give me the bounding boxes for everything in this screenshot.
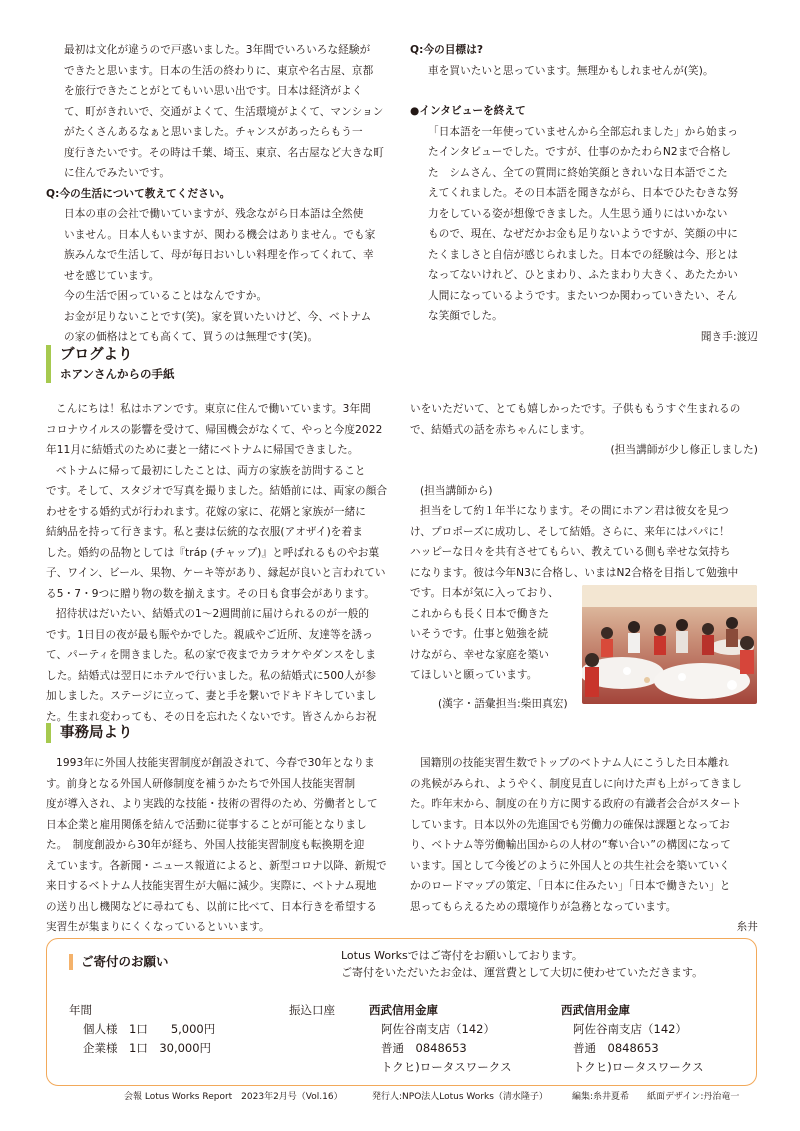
bank-account-number: 普通 0848653 xyxy=(381,1041,467,1055)
text-line: お金が足りないことです(笑)。家を買いたいけど、今、ベトナム xyxy=(64,310,372,323)
text-line: いをいただいて、とても嬉しかったです。子供ももうすぐ生まれるの xyxy=(410,403,741,415)
bank-account-2 xyxy=(561,1001,704,1077)
office-text-right xyxy=(410,753,758,917)
donation-message-line: ご寄付をいただいたお金は、運営費として大切に使わせていただきます。 xyxy=(341,966,704,979)
interview-intro xyxy=(46,40,398,184)
text-line: です。そして、スタジオで写真を撮りました。結婚前には、両家の顔合 xyxy=(46,485,388,497)
blog-section-heading xyxy=(46,345,175,383)
donation-message xyxy=(341,947,703,981)
text-line: がたくさんあるなぁと思いました。チャンスがあったらもう一 xyxy=(64,126,363,138)
text-line: 結納品を持って行きます。私と妻は伝統的な衣服(アオザイ)を着ま xyxy=(46,526,363,538)
donation-message-line: Lotus Worksではご寄付をお願いしております。 xyxy=(341,949,583,962)
kanji-credit: (漢字・語彙担当:柴田真宏) xyxy=(438,697,568,710)
blog-letter-text xyxy=(46,399,398,727)
text-line: せを感じています。 xyxy=(64,269,160,282)
text-line: に住んでみたいです。 xyxy=(64,167,171,179)
answer-goal: 車を買いたいと思っています。無理かもしれませんが(笑)。 xyxy=(428,64,714,77)
text-line: えてくれました。その日本語を聞きながら、日本でひたむきな努 xyxy=(428,187,739,199)
corporate-fee: 企業様 1口 30,000円 xyxy=(83,1041,212,1055)
question-troubles: 今の生活で困っていることはなんですか。 xyxy=(64,290,268,302)
text-line: こんにちは！私はホアンです。東京に住んで働いています。3年間 xyxy=(56,403,371,415)
text-line: です。日本が気に入っており、 xyxy=(410,587,559,599)
question-goal: Q:今の目標は? xyxy=(410,44,484,56)
blog-title: ブログより xyxy=(60,347,133,363)
text-line: 来日するベトナム人技能実習生が大幅に減少。実際に、ベトナム現地 xyxy=(46,880,377,892)
text-line: てほしいと願っています。 xyxy=(410,669,538,681)
text-line: たインタビューでした。ですが、仕事のかたわらN2まで合格し xyxy=(428,146,732,158)
blog-left-column xyxy=(46,399,398,727)
blog-correction-note: (担当講師が少し修正しました) xyxy=(610,444,758,456)
bank-account-1 xyxy=(369,1001,512,1077)
text-line: 子、ワイン、ビール、果物、ケーキ等があり、縁起が良いと言われてい xyxy=(46,567,386,579)
bank-account-number: 普通 0848653 xyxy=(573,1041,659,1055)
text-line: 加しました。ステージに立って、妻と手を繋いでドキドキしていまし xyxy=(46,690,377,702)
text-line: います。国として今後どのように外国人との共生社会を築いていく xyxy=(410,859,730,872)
text-line: る5・7・9つに贈り物の数を揃えます。その日も食事会があります。 xyxy=(46,587,375,600)
text-line: できたと思います。日本の生活の終わりに、東京や名古屋、京都 xyxy=(64,64,374,77)
text-line: の送り出し機関などに尋ねても、以前に比べて、日本行きを希望する xyxy=(46,900,378,913)
text-line: 度行きたいです。その時は千葉、埼玉、東京、名古屋など大きな町 xyxy=(64,146,384,159)
footer-design: 紙面デザイン:丹治竜一 xyxy=(647,1092,740,1102)
office-text-left xyxy=(46,753,398,938)
text-line: した。結婚式は翌日にホテルで行いました。私の結婚式に500人が参 xyxy=(46,669,377,682)
text-line: た シムさん、全ての質問に終始笑顔ときれいな日本語でこた xyxy=(428,166,728,179)
text-line: 担当をして約１年半になります。その間にホアン君は彼女を見つ xyxy=(420,505,729,517)
office-title: 事務局より xyxy=(60,725,133,741)
bank-name: 西武信用金庫 xyxy=(369,1003,438,1017)
donation-fees xyxy=(69,1001,215,1058)
text-line: て、町がきれいで、交通がよくて、生活環境がよくて、マンション xyxy=(64,105,384,118)
wedding-party-photo xyxy=(582,585,757,704)
office-author: 糸井 xyxy=(736,921,758,933)
annual-label: 年間 xyxy=(69,1003,92,1017)
text-line: た。昨年末から、制度の在り方に関する政府の有識者会合がスタート xyxy=(410,798,742,810)
blog-letter-continued xyxy=(410,399,758,440)
donation-title: ご寄付のお願い xyxy=(69,954,169,970)
footer-publisher: 発行人:NPO法人Lotus Works（清水隆子） xyxy=(372,1092,548,1102)
text-line: で、結婚式の話を赤ちゃんにします。 xyxy=(410,423,591,436)
office-right-column xyxy=(410,753,758,938)
text-line: 族みんなで生活して、母が毎日おいしい料理を作ってくれて、幸 xyxy=(64,249,374,261)
text-line: 年11月に結婚式のために妻と一緒にベトナムに帰国できました。 xyxy=(46,444,359,456)
text-line: り、ベトナム等労働輸出国からの人材の“奪い合い”の構図になって xyxy=(410,839,731,851)
text-line: け、プロポーズに成功し、そして結婚。さらに、来年にはパパに！ xyxy=(410,525,730,538)
individual-fee: 個人様 1口 5,000円 xyxy=(83,1022,216,1036)
text-line: かのロードマップの策定、「日本に住みたい」「日本で働きたい」と xyxy=(410,880,731,892)
text-line: これからも長く日本で働きた xyxy=(410,607,550,620)
bank-branch: 阿佐谷南支店（142） xyxy=(573,1022,687,1036)
text-line: な笑顔でした。 xyxy=(428,310,503,322)
donation-box xyxy=(46,938,757,1086)
account-label: 振込口座 xyxy=(289,1003,335,1017)
interview-right-column xyxy=(410,40,758,347)
text-line: なってないけれど、ひとまわり、ふたまわり大きく、あたたかい xyxy=(428,269,738,281)
text-line: コロナウイルスの影響を受けて、帰国機会がなくて、やっと今度2022 xyxy=(46,423,383,436)
text-line: ベトナムに帰って最初にしたことは、両方の家族を訪問すること xyxy=(56,464,366,477)
text-line: しています。日本以外の先進国でも労働力の確保は課題となってお xyxy=(410,818,730,831)
interview-left-column xyxy=(46,40,398,348)
question-current-life: Q:今の生活について教えてください。 xyxy=(46,187,231,200)
office-section-heading xyxy=(46,723,133,743)
answer-troubles xyxy=(46,307,398,348)
text-line: けながら、幸せな家庭を築い xyxy=(410,648,550,661)
text-line: ハッピーな日々を共有させてもらい、教えている側も幸せな気持ち xyxy=(410,546,731,558)
text-line: 1993年に外国人技能実習制度が創設されて、今春で30年となりま xyxy=(56,757,375,769)
text-line: たくましさと自信が感じられました。日本での経験は今、形とは xyxy=(428,248,739,261)
text-line: した。婚約の品物としては『tráp (チャップ)』と呼ばれるものやお菓 xyxy=(46,546,380,559)
text-line: た。 制度創設から30年が経ち、外国人技能実習制度も転換期を迎 xyxy=(46,839,365,851)
text-line: の兆候がみられ、ようやく、制度見直しに向けた声も上がってきまし xyxy=(410,777,742,790)
footer-report: 会報 Lotus Works Report 2023年2月号（Vol.16） xyxy=(124,1092,343,1102)
bank-branch: 阿佐谷南支店（142） xyxy=(381,1022,495,1036)
text-line: です。1日目の夜が最も賑やかでした。親戚やご近所、友達等を誘っ xyxy=(46,628,373,641)
text-line: わせをする婚約式が行われます。花嫁の家に、花婿と家族が一緒に xyxy=(46,505,366,518)
text-line: を旅行できたことがとてもいい思い出です。日本は経済がよく xyxy=(64,85,363,97)
text-line: になります。彼は今年N3に合格し、いまはN2合格を目指して勉強中 xyxy=(410,566,739,579)
interview-finish-text xyxy=(410,122,758,327)
interviewer-credit: 聞き手:渡辺 xyxy=(700,330,758,343)
text-line: えています。各新聞・ニュース報道によると、新型コロナ以降、新規で xyxy=(46,859,387,872)
bank-account-holder: トクヒ)ロータスワークス xyxy=(573,1060,704,1074)
text-line: 力をしている姿が想像できました。人生思う通りにはいかない xyxy=(428,207,728,220)
text-line: 最初は文化が違うので戸惑いました。3年間でいろいろな経験が xyxy=(64,44,371,56)
text-line: 招待状はだいたい、結婚式の1～2週間前に届けられるのが一般的 xyxy=(56,608,370,620)
text-line: 実習生が集まりにくくなっているといいます。 xyxy=(46,921,270,933)
text-line: て、パーティを開きました。私の家で夜までカラオケやダンスをしま xyxy=(46,649,377,661)
bank-account-holder: トクヒ)ロータスワークス xyxy=(381,1060,512,1074)
bank-name: 西武信用金庫 xyxy=(561,1003,630,1017)
text-line: いません。日本人もいますが、関わる機会はありません。でも家 xyxy=(64,228,376,241)
text-line: の家の価格はとても高くて、買うのは無理です(笑)。 xyxy=(64,331,319,343)
text-line: 人間になっているようです。またいつか関わっていきたい、そん xyxy=(428,289,738,302)
text-line: 「日本語を一年使っていませんから全部忘れました」から始まっ xyxy=(428,125,739,138)
interview-finish-heading: ●インタビューを終えて xyxy=(410,105,526,117)
text-line: 日本の車の会社で働いていますが、残念ながら日本語は全然使 xyxy=(64,208,364,220)
footer-editor: 編集:糸井夏希 xyxy=(572,1092,630,1102)
text-line: 度が導入され、より実践的な技能・技術の習得のため、労働者として xyxy=(46,798,378,810)
text-line: す。前身となる外国人研修制度を補うかたちで外国人技能実習制 xyxy=(46,777,356,790)
blog-subtitle: ホアンさんからの手紙 xyxy=(60,367,175,381)
text-line: もので、現在、なぜだかお金も足りないようですが、笑顔の中に xyxy=(428,228,738,240)
text-line: いそうです。仕事と勉強を続 xyxy=(410,628,549,640)
office-left-column xyxy=(46,753,398,938)
teacher-comment-label: (担当講師から) xyxy=(420,484,493,497)
text-line: 国籍別の技能実習生数でトップのベトナム人にこうした日本離れ xyxy=(420,757,730,769)
answer-current-life xyxy=(46,204,398,286)
text-line: 思ってもらえるための環境作りが急務となっています。 xyxy=(410,900,677,913)
text-line: た。生まれ変わっても、その日を忘れたくないです。皆さんからお祝 xyxy=(46,710,377,723)
text-line: 日本企業と雇用関係を結んで活動に従事することが可能となりまし xyxy=(46,818,367,831)
